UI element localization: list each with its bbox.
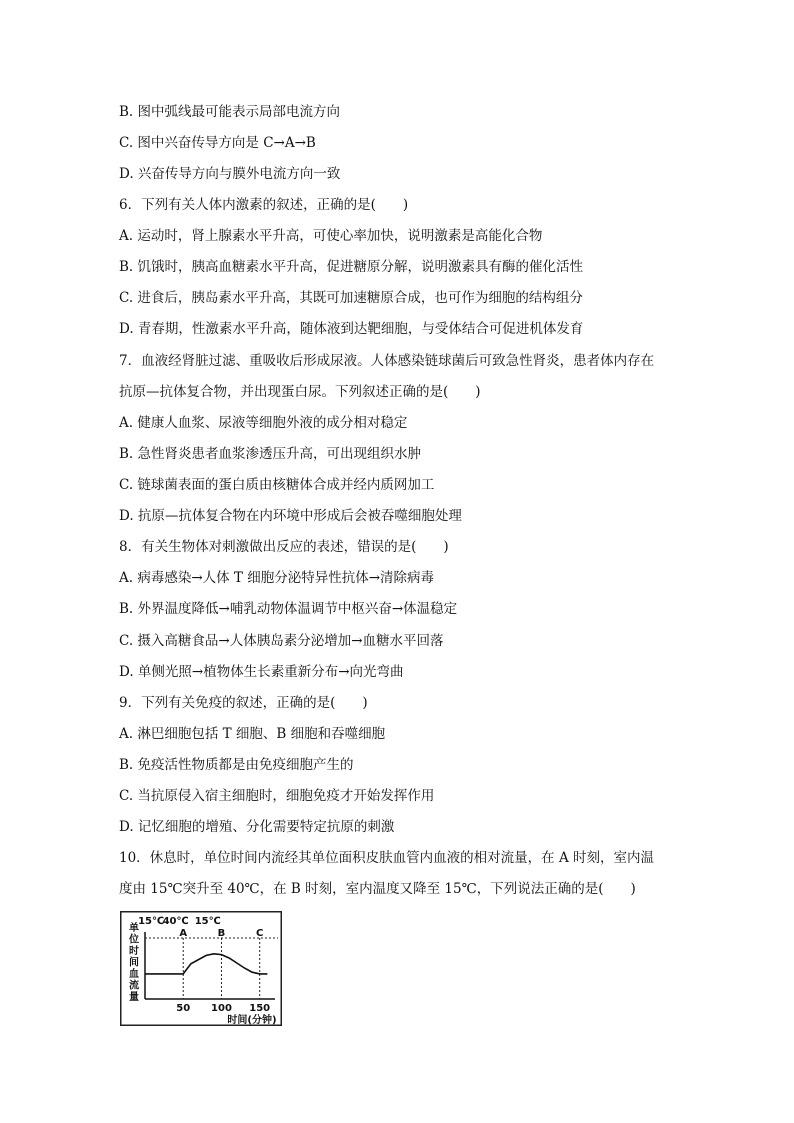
text-line: 6．下列有关人体内激素的叙述，正确的是( ) [119,197,409,213]
text-line: A. 健康人血浆、尿液等细胞外液的成分相对稳定 [119,415,408,431]
y-axis-label-text: 单位时间血流量 [129,923,139,1003]
text-line: C. 图中兴奋传导方向是 C→A→B [119,135,316,151]
blood-flow-chart [120,911,282,1026]
text-line: B. 饥饿时，胰高血糖素水平升高，促进糖原分解，说明激素具有酶的催化活性 [119,259,584,275]
text-line: B. 免疫活性物质都是由免疫细胞产生的 [119,757,354,773]
text-line: 7．血液经肾脏过滤、重吸收后形成尿液。人体感染链球菌后可致急性肾炎，患者体内存在 [119,353,655,369]
blood-flow-figure [120,911,282,1026]
text-line: 抗原—抗体复合物，并出现蛋白尿。下列叙述正确的是( ) [119,384,481,400]
temperature-label: 15℃ [194,916,221,927]
text-line: 8．有关生物体对刺激做出反应的表述，错误的是( ) [119,539,449,555]
text-line: D. 抗原—抗体复合物在内环境中形成后会被吞噬细胞处理 [119,508,462,524]
text-line: D. 记忆细胞的增殖、分化需要特定抗原的刺激 [119,819,395,835]
text-line: C. 摄入高糖食品→人体胰岛素分泌增加→血糖水平回落 [119,633,444,649]
text-line: B. 急性肾炎患者血浆渗透压升高，可出现组织水肿 [119,446,422,462]
text-line: A. 病毒感染→人体 T 细胞分泌特异性抗体→清除病毒 [119,570,435,586]
marker-label-b: B [217,928,226,939]
text-line: B. 外界温度降低→哺乳动物体温调节中枢兴奋→体温稳定 [119,601,458,617]
temperature-label: 40℃ [162,916,189,927]
text-line: C. 当抗原侵入宿主细胞时，细胞免疫才开始发挥作用 [119,788,435,804]
text-line: 10．休息时，单位时间内流经其单位面积皮肤血管内血液的相对流量，在 A 时刻，室内温 [119,850,655,866]
x-tick-label: 100 [211,1003,232,1014]
temperature-label: 15℃ [138,916,165,927]
text-line: 9．下列有关免疫的叙述，正确的是( ) [119,695,368,711]
text-line: D. 兴奋传导方向与膜外电流方向一致 [119,166,341,182]
text-line: C. 链球菌表面的蛋白质由核糖体合成并经内质网加工 [119,477,435,493]
y-axis-label [128,921,139,1003]
marker-label-a: A [179,928,188,939]
text-line: B. 图中弧线最可能表示局部电流方向 [119,104,341,120]
x-tick-label: 150 [249,1003,271,1014]
marker-label-c: C [256,928,264,939]
text-line: 度由 15℃突升至 40℃，在 B 时刻，室内温度又降至 15℃，下列说法正确的是( ) [119,881,636,897]
x-axis-label: 时间(分钟) [227,1015,277,1026]
text-line: A. 运动时，肾上腺素水平升高，可使心率加快，说明激素是高能化合物 [119,228,543,244]
text-line: C. 进食后，胰岛素水平升高，其既可加速糖原合成，也可作为细胞的结构组分 [119,290,583,306]
x-tick-label: 50 [176,1003,191,1014]
text-line: D. 单侧光照→植物体生长素重新分布→向光弯曲 [119,664,404,680]
text-line: A. 淋巴细胞包括 T 细胞、B 细胞和吞噬细胞 [119,726,386,742]
text-line: D. 青春期，性激素水平升高，随体液到达靶细胞，与受体结合可促进机体发育 [119,321,584,337]
